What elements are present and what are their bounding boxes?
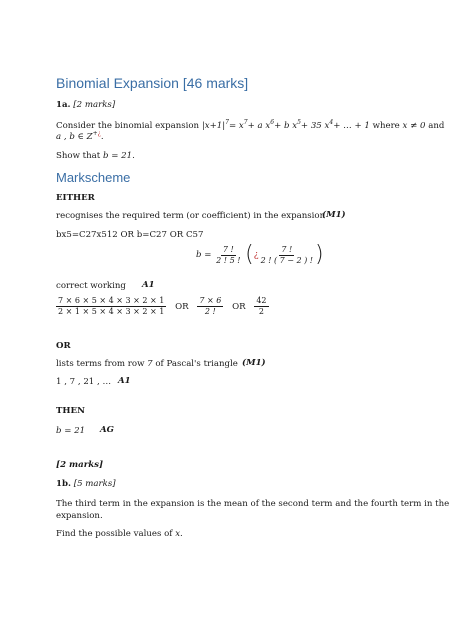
- and-word: and: [428, 121, 445, 131]
- row-number: 7: [147, 359, 153, 369]
- b-equals-21: b = 21: [56, 426, 86, 436]
- working-42-num: 42: [256, 296, 267, 305]
- working-42-den: 2: [258, 307, 264, 316]
- term-35x4: + 35 x: [300, 121, 330, 131]
- b-equals: b =: [196, 250, 212, 260]
- show-that-value: b = 21: [102, 151, 133, 161]
- binomial-expression: $|x+1|^7= x^7+ a$ $x^6+ b$ $x^5+ 35$ $x^4+$ … + 1: [201, 119, 370, 131]
- question-1b-text-line1: The third term in the expansion is the mean of the second term and the fourth term in the: [56, 499, 450, 509]
- page-title: Binomial Expansion [46 marks]: [56, 75, 249, 91]
- working-fraction-short: [197, 296, 223, 317]
- fraction-7-over-2-5: [214, 245, 242, 266]
- either-label: EITHER: [56, 193, 95, 203]
- markscheme-heading: Markscheme: [56, 170, 131, 185]
- exponent-7: 7: [225, 119, 229, 126]
- find-period: .: [180, 529, 183, 539]
- recognises-line: recognises the required term (or coefficient) in the expansion: [56, 211, 326, 221]
- frac2-denominator: 2 ! ( 7 − 2 ) !: [260, 255, 314, 265]
- mark-m1-b: (M1): [242, 358, 266, 368]
- mark-ag: AG: [100, 425, 115, 435]
- bx5-line: bx5=C27x512 OR b=C27 OR C57: [56, 230, 204, 240]
- binomial-base: x+1: [204, 121, 223, 131]
- lists-terms-line: [56, 358, 238, 370]
- mark-a1-a: A1: [142, 280, 155, 290]
- fraction-7-over-2-7minus2: [259, 245, 315, 266]
- term-ax6: + a x: [247, 121, 271, 131]
- expansion-tail: + … + 1: [333, 121, 370, 131]
- or-separator-1: OR: [175, 301, 189, 312]
- exponent-5: 5: [297, 119, 301, 126]
- where-word: where: [372, 121, 400, 131]
- mark-a1-b: A1: [118, 376, 131, 386]
- working-fractions: [56, 296, 269, 317]
- term-x7: = x: [228, 121, 244, 131]
- question-marks: [2 marks]: [73, 100, 116, 110]
- show-that-line: [56, 150, 135, 162]
- pascal-text: of Pascal's triangle: [155, 359, 238, 369]
- working-fraction-42: [254, 296, 268, 317]
- condition-ab-line: a , b ∈ Z+¿.: [56, 130, 104, 142]
- show-that-text: Show that: [56, 151, 101, 161]
- frac2-numerator: 7 !: [281, 244, 293, 254]
- question-marks-1b: [5 marks]: [73, 479, 116, 489]
- question-number-1b: 1b.: [56, 479, 71, 489]
- b-equation: b = $\frac{7 !}{2 ! 5 !}$ (¿ $\frac{7 !}{2 ! ( 7 - 2 ) !}$ ): [196, 242, 324, 267]
- frac1-denominator: 2 ! 5 !: [216, 255, 241, 265]
- then-label: THEN: [56, 406, 85, 416]
- exponent-6: 6: [270, 119, 275, 126]
- question-1b-text-line2: expansion.: [56, 511, 103, 521]
- or-separator-2: OR: [232, 301, 246, 312]
- statement-prefix: Consider the binomial expansion: [56, 121, 200, 131]
- working-fraction-long: [56, 296, 166, 317]
- render-artifact-mark: ¿: [97, 130, 101, 137]
- question-number: 1a.: [56, 100, 71, 110]
- sequence-line: 1 , 7 , 21 , …: [56, 377, 112, 387]
- find-line: [56, 528, 183, 540]
- exponent-4: 4: [329, 119, 334, 126]
- working-long-den: 2 × 1 × 5 × 4 × 3 × 2 × 1: [58, 307, 165, 316]
- lists-terms-text: lists terms from row: [56, 359, 145, 369]
- total-marks: [2 marks]: [56, 460, 104, 470]
- condition-x: x ≠ 0: [402, 121, 426, 131]
- working-short-num: 7 × 6: [199, 296, 222, 305]
- mark-m1-a: (M1): [322, 210, 346, 220]
- find-text: Find the possible values of: [56, 529, 173, 539]
- term-bx5: + b x: [274, 121, 298, 131]
- condition-ab: a , b ∈ Z: [56, 132, 93, 142]
- render-artifact-mark-2: ¿: [253, 250, 259, 260]
- period: .: [132, 151, 135, 161]
- correct-working-label: correct working: [56, 281, 126, 291]
- or-label: OR: [56, 341, 71, 351]
- question-1a-header: [56, 99, 115, 111]
- question-1a-statement: [56, 120, 444, 132]
- find-variable: x: [175, 529, 181, 539]
- exponent-7b: 7: [243, 119, 248, 126]
- working-short-den: 2 !: [204, 307, 216, 316]
- question-1b-header: [56, 478, 116, 490]
- frac1-numerator: 7 !: [222, 244, 234, 254]
- working-long-num: 7 × 6 × 5 × 4 × 3 × 2 × 1: [58, 296, 165, 305]
- condition-ab-sup: +: [92, 130, 98, 137]
